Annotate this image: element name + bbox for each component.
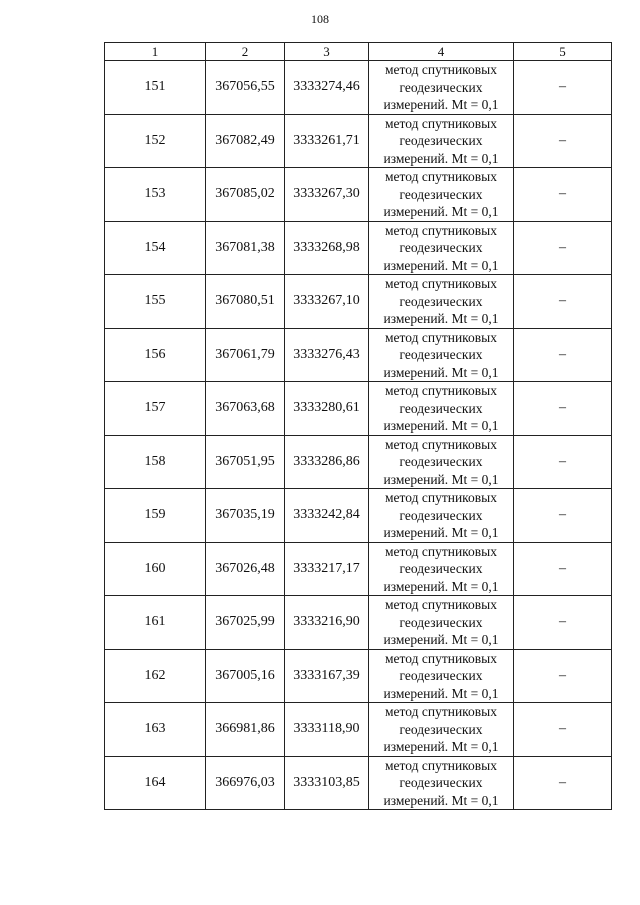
table-row xyxy=(105,703,612,757)
y-coordinate-cell: 3333217,17 xyxy=(285,542,369,596)
method-line: геодезических xyxy=(399,454,483,469)
table-row xyxy=(105,649,612,703)
method-cell xyxy=(369,542,514,596)
x-coordinate-cell: 367082,49 xyxy=(206,114,285,168)
header-col-5: 5 xyxy=(514,43,612,61)
header-row xyxy=(105,43,612,61)
y-coordinate-cell: 3333286,86 xyxy=(285,435,369,489)
table-header xyxy=(105,43,612,61)
method-line: метод спутниковых xyxy=(385,329,497,345)
method-cell xyxy=(369,275,514,329)
col5-cell: – xyxy=(514,61,612,115)
method-line: геодезических xyxy=(399,186,483,202)
coordinates-table xyxy=(104,42,612,810)
y-coordinate-cell: 3333276,43 xyxy=(285,328,369,382)
method-line: геодезических xyxy=(399,240,483,255)
table-row xyxy=(105,596,612,650)
method-line: геодезических xyxy=(399,347,483,362)
method-cell xyxy=(369,596,514,650)
table-row xyxy=(105,114,612,168)
method-line: измерений. Mt = 0,1 xyxy=(383,204,499,219)
method-line: измерений. Mt = 0,1 xyxy=(383,257,499,273)
point-number-cell: 152 xyxy=(105,114,206,168)
col5-cell: – xyxy=(514,542,612,596)
method-line: геодезических xyxy=(399,614,483,630)
method-line: метод спутниковых xyxy=(385,383,497,398)
method-cell xyxy=(369,114,514,168)
x-coordinate-cell: 367056,55 xyxy=(206,61,285,115)
method-line: метод спутниковых xyxy=(385,704,497,719)
method-cell xyxy=(369,61,514,115)
header-col-3: 3 xyxy=(285,43,369,61)
col5-cell: – xyxy=(514,703,612,757)
method-line: геодезических xyxy=(399,400,483,416)
x-coordinate-cell: 367080,51 xyxy=(206,275,285,329)
method-line: метод спутниковых xyxy=(385,757,497,773)
y-coordinate-cell: 3333118,90 xyxy=(285,703,369,757)
method-line: метод спутниковых xyxy=(385,597,497,612)
method-line: геодезических xyxy=(399,133,483,148)
y-coordinate-cell: 3333167,39 xyxy=(285,649,369,703)
col5-cell: – xyxy=(514,489,612,543)
y-coordinate-cell: 3333267,30 xyxy=(285,168,369,222)
method-line: метод спутниковых xyxy=(385,115,497,131)
method-line: измерений. Mt = 0,1 xyxy=(383,525,499,540)
point-number-cell: 161 xyxy=(105,596,206,650)
x-coordinate-cell: 367026,48 xyxy=(206,542,285,596)
table-row xyxy=(105,382,612,436)
method-line: геодезических xyxy=(399,293,483,309)
header-col-2: 2 xyxy=(206,43,285,61)
method-cell xyxy=(369,328,514,382)
table-row xyxy=(105,221,612,275)
y-coordinate-cell: 3333103,85 xyxy=(285,756,369,810)
method-line: метод спутниковых xyxy=(385,543,497,559)
point-number-cell: 164 xyxy=(105,756,206,810)
x-coordinate-cell: 367025,99 xyxy=(206,596,285,650)
x-coordinate-cell: 367063,68 xyxy=(206,382,285,436)
method-line: измерений. Mt = 0,1 xyxy=(383,364,499,380)
method-line: геодезических xyxy=(399,721,483,737)
method-cell xyxy=(369,489,514,543)
method-cell xyxy=(369,435,514,489)
method-line: геодезических xyxy=(399,668,483,683)
point-number-cell: 157 xyxy=(105,382,206,436)
x-coordinate-cell: 367081,38 xyxy=(206,221,285,275)
point-number-cell: 154 xyxy=(105,221,206,275)
method-line: измерений. Mt = 0,1 xyxy=(383,578,499,594)
col5-cell: – xyxy=(514,649,612,703)
x-coordinate-cell: 367005,16 xyxy=(206,649,285,703)
col5-cell: – xyxy=(514,596,612,650)
col5-cell: – xyxy=(514,221,612,275)
method-line: геодезических xyxy=(399,507,483,523)
method-cell xyxy=(369,756,514,810)
table-row xyxy=(105,756,612,810)
y-coordinate-cell: 3333274,46 xyxy=(285,61,369,115)
method-line: измерений. Mt = 0,1 xyxy=(383,792,499,808)
table-row xyxy=(105,489,612,543)
col5-cell: – xyxy=(514,435,612,489)
table-row xyxy=(105,435,612,489)
method-line: геодезических xyxy=(399,561,483,576)
table-body xyxy=(105,61,612,810)
method-line: геодезических xyxy=(399,79,483,95)
method-line: измерений. Mt = 0,1 xyxy=(383,739,499,754)
method-line: измерений. Mt = 0,1 xyxy=(383,311,499,326)
col5-cell: – xyxy=(514,328,612,382)
method-line: метод спутниковых xyxy=(385,276,497,291)
table-row xyxy=(105,275,612,329)
point-number-cell: 151 xyxy=(105,61,206,115)
header-col-1: 1 xyxy=(105,43,206,61)
col5-cell: – xyxy=(514,382,612,436)
method-cell xyxy=(369,703,514,757)
method-cell xyxy=(369,221,514,275)
y-coordinate-cell: 3333280,61 xyxy=(285,382,369,436)
point-number-cell: 155 xyxy=(105,275,206,329)
header-col-4: 4 xyxy=(369,43,514,61)
y-coordinate-cell: 3333261,71 xyxy=(285,114,369,168)
method-line: метод спутниковых xyxy=(385,650,497,666)
x-coordinate-cell: 367061,79 xyxy=(206,328,285,382)
x-coordinate-cell: 366981,86 xyxy=(206,703,285,757)
method-cell xyxy=(369,168,514,222)
method-line: метод спутниковых xyxy=(385,222,497,238)
method-line: метод спутниковых xyxy=(385,490,497,505)
table-row xyxy=(105,542,612,596)
col5-cell: – xyxy=(514,756,612,810)
x-coordinate-cell: 367085,02 xyxy=(206,168,285,222)
y-coordinate-cell: 3333268,98 xyxy=(285,221,369,275)
y-coordinate-cell: 3333267,10 xyxy=(285,275,369,329)
method-line: измерений. Mt = 0,1 xyxy=(383,418,499,433)
col5-cell: – xyxy=(514,275,612,329)
table-row xyxy=(105,328,612,382)
method-line: измерений. Mt = 0,1 xyxy=(383,150,499,166)
point-number-cell: 158 xyxy=(105,435,206,489)
page-number: 108 xyxy=(311,12,329,26)
table-row xyxy=(105,168,612,222)
method-line: метод спутниковых xyxy=(385,169,497,184)
y-coordinate-cell: 3333242,84 xyxy=(285,489,369,543)
x-coordinate-cell: 367051,95 xyxy=(206,435,285,489)
x-coordinate-cell: 367035,19 xyxy=(206,489,285,543)
method-line: геодезических xyxy=(399,775,483,790)
method-line: измерений. Mt = 0,1 xyxy=(383,97,499,112)
method-cell xyxy=(369,649,514,703)
point-number-cell: 153 xyxy=(105,168,206,222)
method-line: измерений. Mt = 0,1 xyxy=(383,685,499,701)
method-cell xyxy=(369,382,514,436)
method-line: измерений. Mt = 0,1 xyxy=(383,632,499,647)
col5-cell: – xyxy=(514,168,612,222)
point-number-cell: 163 xyxy=(105,703,206,757)
method-line: измерений. Mt = 0,1 xyxy=(383,471,499,487)
point-number-cell: 162 xyxy=(105,649,206,703)
col5-cell: – xyxy=(514,114,612,168)
point-number-cell: 160 xyxy=(105,542,206,596)
y-coordinate-cell: 3333216,90 xyxy=(285,596,369,650)
method-line: метод спутниковых xyxy=(385,62,497,77)
point-number-cell: 159 xyxy=(105,489,206,543)
point-number-cell: 156 xyxy=(105,328,206,382)
method-line: метод спутниковых xyxy=(385,436,497,452)
table-row xyxy=(105,61,612,115)
x-coordinate-cell: 366976,03 xyxy=(206,756,285,810)
